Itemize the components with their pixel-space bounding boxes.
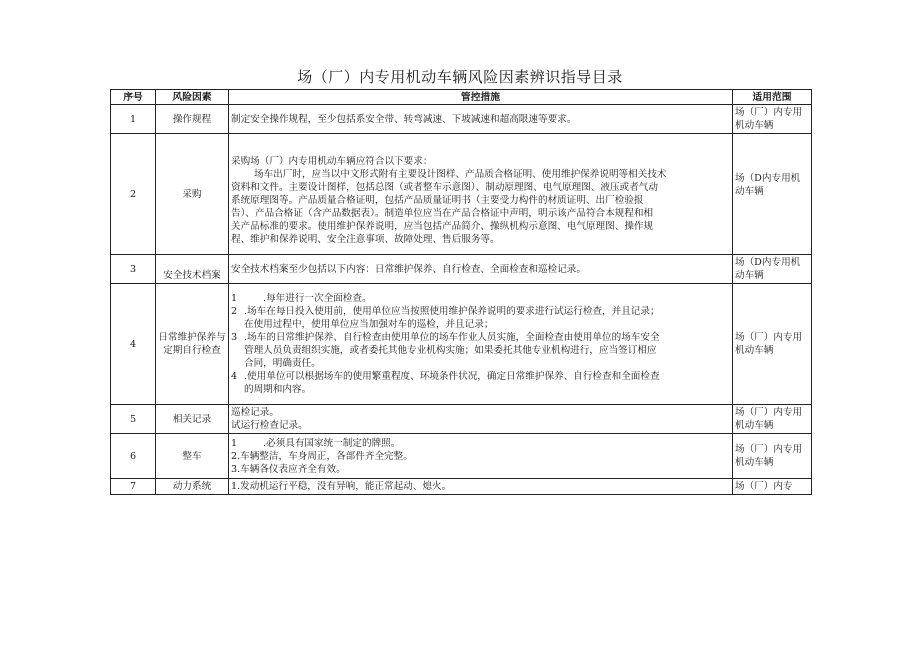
row-risk: 操作规程 — [156, 105, 229, 134]
row-no: 7 — [111, 479, 156, 495]
row-risk: 整车 — [156, 434, 229, 479]
table-row — [111, 405, 812, 434]
row-scope — [733, 479, 812, 495]
row-measure — [229, 405, 733, 434]
risk-line: 日常维护保养与 — [158, 332, 226, 343]
list-item — [231, 437, 730, 450]
scope-line: 机动车辆 — [735, 420, 774, 431]
measure-line: 采购场（厂）内专用机动车辆应符合以下要求： — [231, 156, 433, 167]
measure-line: 安全技术档案至少包括以下内容：日常维护保养、自行检查、全面检查和巡检记录。 — [231, 263, 586, 275]
table-row — [111, 479, 812, 495]
row-measure — [229, 284, 733, 405]
scope-line: 机动车辆 — [735, 457, 774, 468]
list-item — [231, 370, 730, 396]
measure-line: .必须具有国家统一制定的牌照。 — [263, 437, 401, 449]
row-scope — [733, 405, 812, 434]
measure-line: 程、维护和保养说明、安全注意事项、故障处理、售后服务等。 — [231, 234, 500, 245]
scope-line: 场（厂）内专用 — [735, 407, 803, 418]
row-no: 1 — [111, 105, 156, 134]
measure-line: 管理人员负责组织实施，或者委托其他专业机构实施；如果委托其他专业机构进行，应当签订相应 — [244, 345, 657, 356]
measure-line: .使用单位可以根据场车的使用繁重程度、环境条件状况，确定日常维护保养、自行检查和全面检查 — [244, 371, 660, 382]
table-row — [111, 105, 812, 134]
row-risk: 动力系统 — [156, 479, 229, 495]
scope-line: 机动车辆 — [735, 120, 774, 131]
row-scope — [733, 105, 812, 134]
row-scope — [733, 434, 812, 479]
list-item — [231, 331, 730, 370]
measure-line: .场车在每日投入使用前，使用单位应当按照使用维护保养说明的要求进行试运行检查，并且记录； — [244, 306, 660, 317]
table-row — [111, 284, 812, 405]
row-measure — [229, 479, 733, 495]
row-scope — [733, 134, 812, 255]
table-row — [111, 434, 812, 479]
scope-line: 场（D内专用机 — [735, 257, 801, 268]
row-risk: 安全技术档案 — [156, 255, 229, 284]
table-row — [111, 255, 812, 284]
header-no: 序号 — [111, 90, 156, 105]
measure-line: 制定安全操作规程，至少包括系安全带、转弯减速、下坡减速和超高限速等要求。 — [231, 113, 577, 125]
scope-line: 场（厂）内专用 — [735, 444, 803, 455]
row-no: 3 — [111, 255, 156, 284]
measure-line: .每年进行一次全面检查。 — [263, 293, 372, 304]
row-measure — [229, 105, 733, 134]
measure-line: 关产品标准的要求。使用维护保养说明，应当包括产品简介、操纵机构示意图、电气原理图、操作规 — [231, 221, 654, 232]
row-risk — [156, 284, 229, 405]
measure-line: 系统原理图等。产品质量合格证明，包括产品质量证明书（主要受力构件的材质证明、出厂检验报 — [231, 195, 644, 206]
scope-line: 动车辆 — [735, 270, 764, 281]
scope-line: 动车辆 — [735, 185, 764, 197]
measure-line: 巡检记录。 — [231, 407, 279, 418]
header-measure: 管控措施 — [229, 90, 733, 105]
row-measure — [229, 434, 733, 479]
scope-line: 场（D内专用机 — [735, 172, 801, 184]
measure-line: 的周期和内容。 — [244, 384, 312, 395]
scope-line: 场（厂）内专 — [735, 481, 793, 492]
row-no: 6 — [111, 434, 156, 479]
scope-line: 机动车辆 — [735, 345, 774, 356]
item-marker: 1 — [231, 437, 238, 449]
row-risk: 采购 — [156, 134, 229, 255]
item-marker: 2 — [231, 306, 238, 317]
row-risk: 相关记录 — [156, 405, 229, 434]
header-risk: 风险因素 — [156, 90, 229, 105]
list-item — [231, 292, 730, 305]
risk-line: 定期自行检查 — [163, 345, 221, 356]
measure-line: 2.车辆整洁，车身周正，各部件齐全完整。 — [231, 450, 413, 462]
scope-line: 场（厂）内专用 — [735, 107, 803, 118]
row-scope — [733, 284, 812, 405]
measure-line: 试运行检查记录。 — [231, 420, 308, 431]
table-row — [111, 134, 812, 255]
measure-line: 告）、产品合格证（含产品数据表）。制造单位应当在产品合格证中声明，明示该产品符合本规程和相 — [231, 208, 654, 219]
list-item — [231, 305, 730, 331]
row-no: 2 — [111, 134, 156, 255]
row-no: 4 — [111, 284, 156, 405]
item-marker: 1 — [231, 293, 238, 304]
risk-table — [110, 89, 812, 495]
row-measure — [229, 255, 733, 284]
measure-line: .场车的日常维护保养、自行检查由使用单位的场车作业人员实施，全面检查由使用单位的场车安全 — [244, 332, 660, 343]
row-no: 5 — [111, 405, 156, 434]
item-marker: 3 — [231, 332, 238, 343]
header-scope: 适用范围 — [733, 90, 812, 105]
document-title: 场（厂）内专用机动车辆风险因素辨识指导目录 — [297, 68, 623, 86]
measure-line: 在使用过程中，使用单位应当加强对车的巡检，并且记录； — [244, 319, 494, 330]
measure-line: 资料和文件。主要设计图样，包括总图（或者整车示意图）、制动原理图、电气原理图、液压或者气动 — [231, 182, 658, 193]
table-header-row — [111, 90, 812, 105]
measure-line: 3.车辆各仪表应齐全有效。 — [231, 463, 346, 475]
item-marker: 4 — [231, 371, 238, 382]
row-measure — [229, 134, 733, 255]
scope-line: 场（厂）内专用 — [735, 332, 803, 343]
row-scope — [733, 255, 812, 284]
measure-line: 合同，明确责任。 — [244, 358, 321, 369]
measure-line: 场车出厂时，应当以中文形式附有主要设计图样、产品质合格证明、使用维护保养说明等相关技术 — [254, 169, 667, 180]
measure-line: 1.发动机运行平稳，没有异响，能正常起动、熄火。 — [231, 481, 452, 492]
